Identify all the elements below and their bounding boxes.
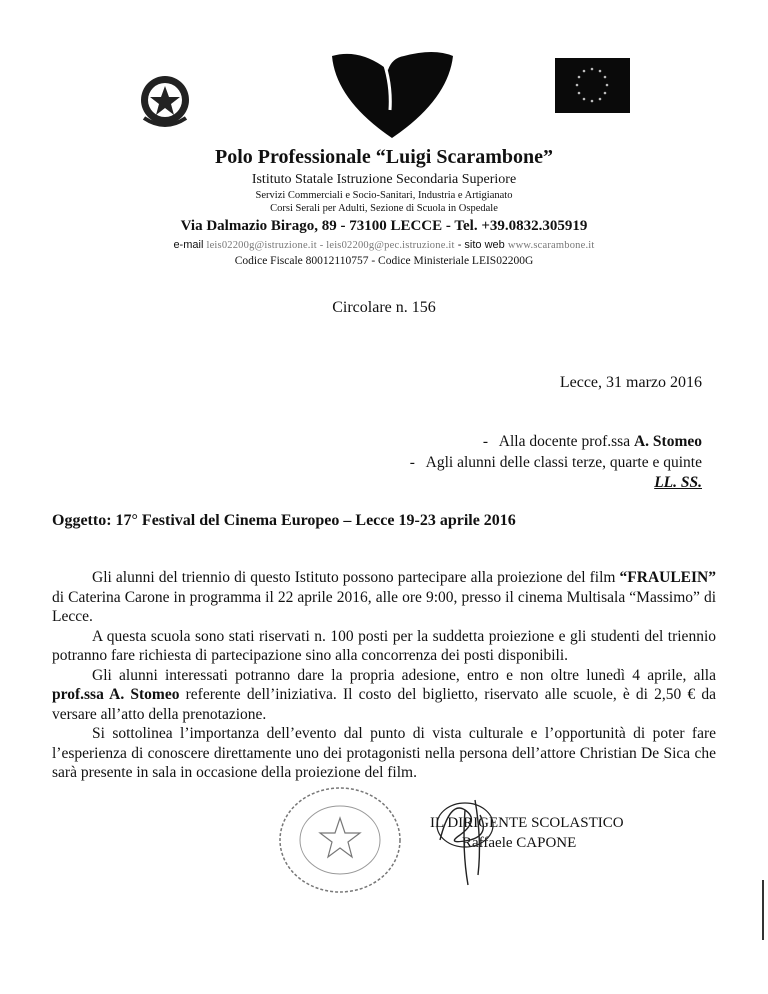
letter-body — [52, 568, 716, 783]
school-heart-logo-icon — [330, 50, 455, 140]
italian-republic-emblem-icon — [138, 70, 193, 130]
web-label: - sito web — [457, 239, 505, 251]
school-address: Via Dalmazio Birago, 89 - 73100 LECCE - Tel. +39.0832.305919 — [180, 218, 588, 234]
official-stamp-icon — [275, 783, 405, 898]
recipient-teacher-name: A. Stomeo — [633, 433, 702, 450]
school-contacts — [0, 239, 768, 251]
recipient-ll-ss: LL. SS. — [654, 474, 702, 491]
signature-name: Raffaele CAPONE — [462, 835, 577, 851]
referent-name: prof.ssa A. Stomeo — [52, 686, 180, 703]
recipient-students: - Agli alunni delle classi terze, quarte e quinte — [409, 454, 702, 471]
school-services: Servizi Commerciali e Socio-Sanitari, Industria e Artigianato — [255, 190, 513, 201]
subject-line — [52, 512, 516, 530]
paragraph-3 — [52, 666, 716, 725]
email-link[interactable]: leis02200g@istruzione.it - leis02200g@pec.istruzione.it — [206, 240, 455, 251]
email-label: e-mail — [173, 239, 204, 251]
recipient-teacher — [483, 433, 702, 451]
paragraph-3-text-b: referente dell’iniziativa. Il costo del biglietto, riservato alle scuole, è di 2,50 € da versare all’atto della prenotazione. — [52, 686, 716, 723]
eu-flag-icon — [555, 58, 630, 113]
subject-label: Oggetto: — [52, 512, 112, 529]
recipient-teacher-prefix: - Alla docente prof.ssa — [482, 433, 634, 450]
school-subtitle: Istituto Statale Istruzione Secondaria Superiore — [251, 172, 517, 187]
paragraph-1 — [52, 568, 716, 627]
website-link[interactable]: www.scarambone.it — [507, 240, 595, 251]
document-date: Lecce, 31 marzo 2016 — [559, 374, 702, 391]
paragraph-3-text-a: Gli alunni interessati potranno dare la propria adesione, entro e non oltre lunedì 4 aprile, alla — [92, 666, 716, 684]
film-title: “FRAULEIN” — [619, 569, 716, 586]
scan-edge-mark — [762, 880, 764, 940]
circular-number: Circolare n. 156 — [332, 299, 436, 316]
handwritten-signature — [420, 780, 505, 890]
school-evening-courses: Corsi Serali per Adulti, Sezione di Scuola in Ospedale — [270, 203, 498, 214]
paragraph-4: Si sottolinea l’importanza dell’evento dal punto di vista culturale e l’opportunità di poter fare l’esperienza di conoscere direttamente uno dei protagonisti nella persona dell’attore Christian De Sica che sarà presente in sala in occasione della proiezione del film. — [52, 725, 716, 781]
school-codes: Codice Fiscale 80012110757 - Codice Ministeriale LEIS02200G — [234, 255, 534, 267]
paragraph-2: A questa scuola sono stati riservati n. 100 posti per la suddetta proiezione e gli studenti del triennio potranno fare richiesta di partecipazione sino alla concorrenza dei posti disponibili. — [52, 627, 716, 664]
signature-role: IL DIRIGENTE SCOLASTICO — [430, 815, 624, 831]
paragraph-1-text-a: Gli alunni del triennio di questo Istituto possono partecipare alla proiezione del film — [92, 569, 620, 586]
subject-text: 17° Festival del Cinema Europeo – Lecce 19-23 aprile 2016 — [115, 512, 516, 529]
paragraph-1-text-b: di Caterina Carone in programma il 22 aprile 2016, alle ore 9:00, presso il cinema Multisala “Massimo” di Lecce. — [52, 588, 716, 625]
school-name: Polo Professionale “Luigi Scarambone” — [215, 146, 553, 168]
